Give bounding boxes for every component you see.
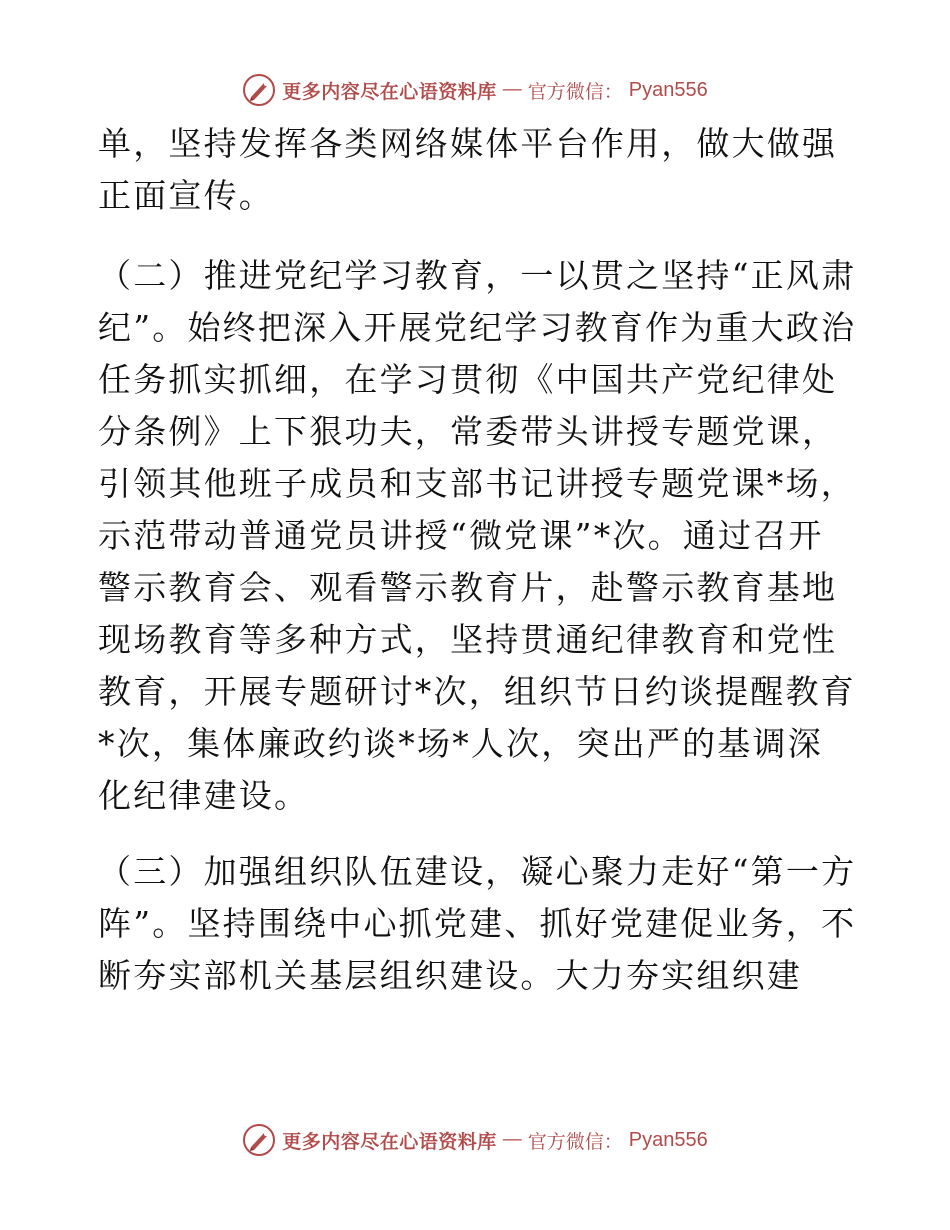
- paragraph-2: （二）推进党纪学习教育，一以贯之坚持“正风肃纪”。始终把深入开展党纪学习教育作为重大政治任务抓实抓细，在学习贯彻《中国共产党纪律处分条例》上下狠功夫，常委带头讲授专题党课，引领其他班子成员和支部书记讲授专题党课*场，示范带动普通党员讲授“微党课”*次。通过召开警示教育会、观看警示教育片，赴警示教育基地现场教育等多种方式，坚持贯通纪律教育和党性教育，开展专题研讨*次，组织节日约谈提醒教育*次，集体廉政约谈*场*人次，突出严的基调深化纪律建设。: [98, 256, 857, 815]
- banner-brand-text: 更多内容尽在心语资料库: [282, 1130, 497, 1153]
- pen-logo-icon: [242, 1123, 276, 1157]
- banner-brand-text: 更多内容尽在心语资料库: [282, 80, 497, 103]
- pen-logo-icon: [242, 73, 276, 107]
- document-body: [98, 118, 858, 1002]
- banner-wechat-id: Pyan556: [628, 1128, 708, 1151]
- banner-separator: —: [502, 79, 522, 100]
- banner-wechat-label: 官方微信：: [527, 80, 623, 103]
- footer-banner: [0, 1120, 950, 1160]
- banner-separator: —: [502, 1129, 522, 1150]
- paragraph-3: （三）加强组织队伍建设，凝心聚力走好“第一方阵”。坚持围绕中心抓党建、抓好党建促业务，不断夯实部机关基层组织建设。大力夯实组织建: [98, 852, 857, 995]
- paragraph-1: 单，坚持发挥各类网络媒体平台作用，做大做强正面宣传。: [98, 124, 838, 215]
- banner-wechat-id: Pyan556: [628, 78, 708, 101]
- header-banner: [0, 70, 950, 110]
- banner-wechat-label: 官方微信：: [527, 1130, 623, 1153]
